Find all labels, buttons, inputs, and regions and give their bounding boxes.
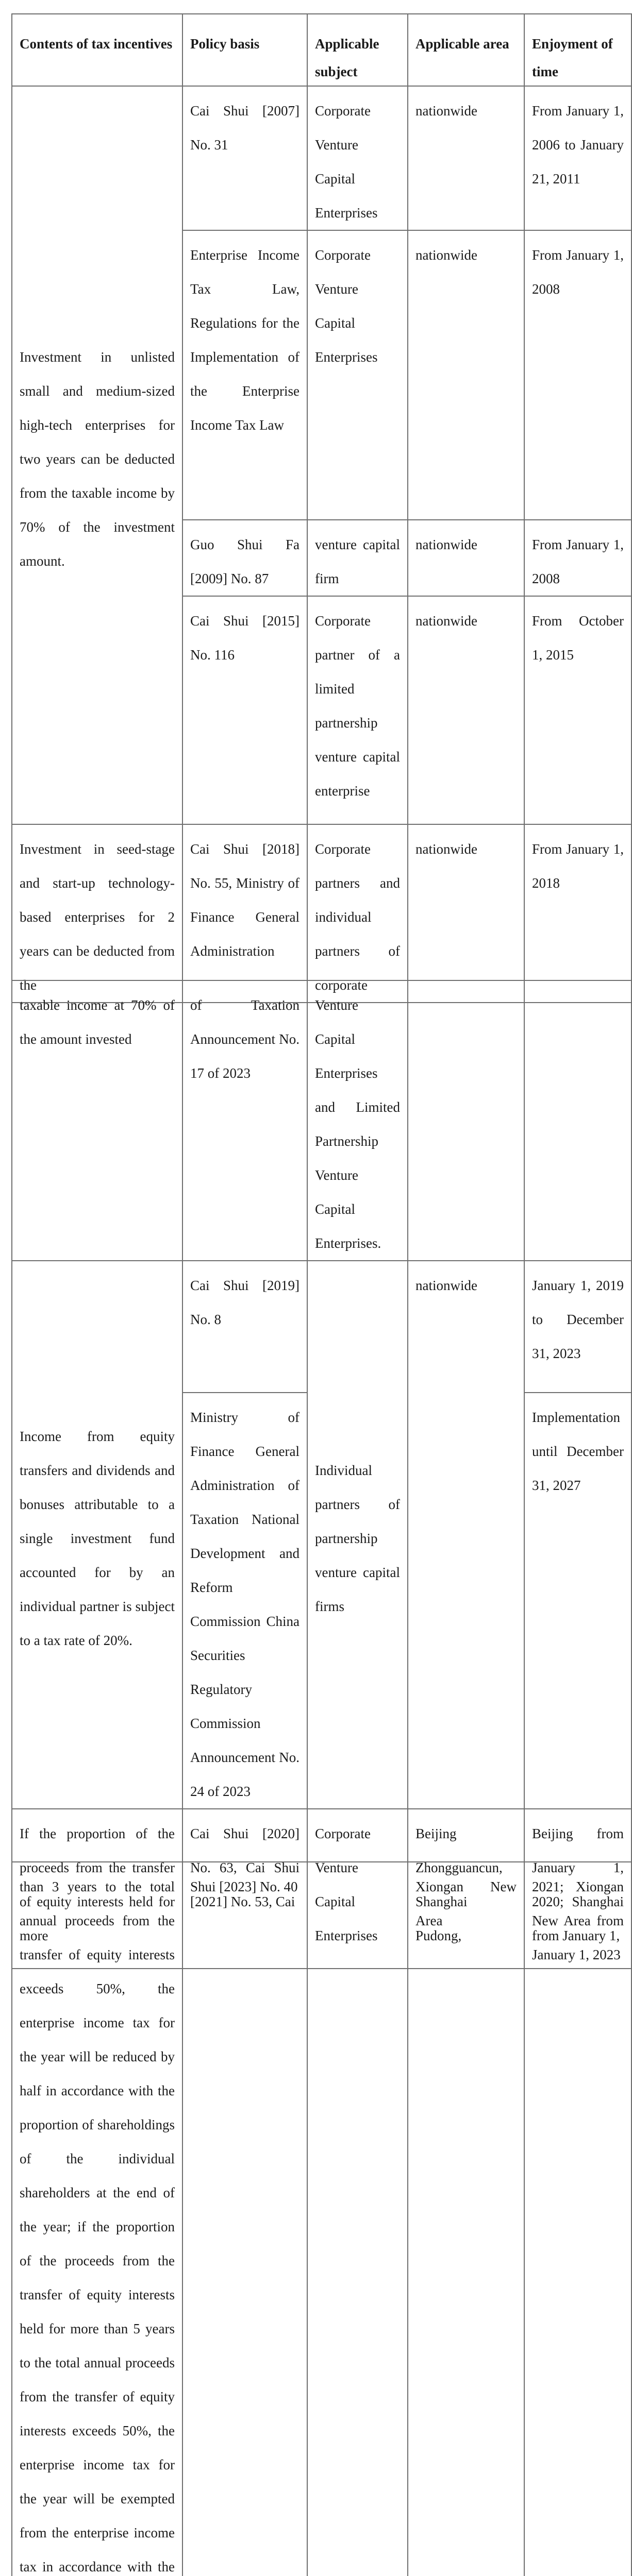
header-row <box>12 14 631 86</box>
header-applicable-area: Applicable area <box>408 14 524 86</box>
cell-policy-basis: Shui [2023] No. 40 <box>182 1862 307 2576</box>
cell-area: nationwide <box>408 230 524 520</box>
cell-area: nationwide <box>408 520 524 596</box>
cell-policy-basis: Guo Shui Fa [2009] No. 87 <box>182 520 307 596</box>
cell-area: Beijing Zhongguancun, Shanghai Pudong, <box>408 1809 524 1969</box>
cell-time: Implementation until December 31, 2027 <box>524 1393 631 1809</box>
tax-incentives-table-part-2 <box>11 980 632 1969</box>
cell-policy-basis: Cai Shui [2007] No. 31 <box>182 86 307 230</box>
cell-subject: Corporate Venture Capital Enterprises <box>307 86 408 230</box>
cell-time: From January 1, 2008 <box>524 520 631 596</box>
cell-time <box>524 980 631 1261</box>
table-row <box>12 86 631 230</box>
header-applicable-subject: Applicable subject <box>307 14 408 86</box>
cell-contents: Investment in seed-stage and start-up technology-based enterprises for 2 years can be deducted from the <box>12 824 182 1003</box>
cell-policy-basis: Enterprise Income Tax Law, Regulations for the Implementation of the Enterprise Income Tax Law <box>182 230 307 520</box>
header-contents: Contents of tax incentives <box>12 14 182 86</box>
cell-subject: Corporate partner of a limited partnership venture capital enterprise <box>307 596 408 824</box>
cell-area: nationwide <box>408 824 524 1003</box>
cell-subject: Corporate partners and individual partners of corporate <box>307 824 408 1003</box>
cell-contents: If the proportion of the proceeds from the transfer of equity interests held for more <box>12 1809 182 1969</box>
cell-area: nationwide <box>408 1261 524 1809</box>
table-row <box>12 1862 631 2576</box>
cell-area: nationwide <box>408 86 524 230</box>
cell-time: From January 1, 2006 to January 21, 2011 <box>524 86 631 230</box>
cell-contents: Income from equity transfers and dividends and bonuses attributable to a single investment fund accounted for by an individual partner is subject to a tax rate of 20%. <box>12 1261 182 1809</box>
cell-policy-basis: Cai Shui [2018] No. 55, Ministry of Finance General Administration <box>182 824 307 1003</box>
cell-time: From January 1, 2008 <box>524 230 631 520</box>
tax-incentives-table-part-3 <box>11 1861 632 2576</box>
cell-time: From October 1, 2015 <box>524 596 631 824</box>
tax-incentives-table-part-1 <box>11 13 632 1003</box>
cell-contents: Investment in unlisted small and medium-sized high-tech enterprises for two years can be deducted from the taxable income by 70% of the investment amount. <box>12 86 182 824</box>
header-enjoyment-time: Enjoyment of time <box>524 14 631 86</box>
cell-policy-basis: Cai Shui [2020] No. 63, Cai Shui [2021] No. 53, Cai <box>182 1809 307 1969</box>
cell-area: Xiongan New Area <box>408 1862 524 2576</box>
cell-policy-basis: of Taxation Announcement No. 17 of 2023 <box>182 980 307 1261</box>
cell-subject: Venture Capital Enterprises and Limited Partnership Venture Capital Enterprises. <box>307 980 408 1261</box>
cell-time: From January 1, 2018 <box>524 824 631 1003</box>
cell-contents: than 3 years to the total annual proceeds from the transfer of equity interests exceeds 50%, the enterprise income tax for the year will be reduced by half in accordance with the proportion of shareholdings of the individual shareholders at the end of the year; if the proportion of the proceeds from the transfer of equity interests held for more than 5 years to the total annual proceeds from the transfer of equity interests exceeds 50%, the enterprise income tax for the year will be exempted from the enterprise income tax in accordance with the <box>12 1862 182 2576</box>
table-row <box>12 980 631 1261</box>
cell-policy-basis: Cai Shui [2015] No. 116 <box>182 596 307 824</box>
cell-policy-basis: Ministry of Finance General Administration of Taxation National Development and Reform Commission China Securities Regulatory Commission Announcement No. 24 of 2023 <box>182 1393 307 1809</box>
cell-contents: taxable income at 70% of the amount invested <box>12 980 182 1261</box>
cell-area: nationwide <box>408 596 524 824</box>
cell-subject: Corporate Venture Capital Enterprises <box>307 1809 408 1969</box>
cell-time: Beijing from January 1, 2020; Shanghai from January 1, <box>524 1809 631 1969</box>
cell-time: 2021; Xiongan New Area from January 1, 2023 <box>524 1862 631 2576</box>
table-row <box>12 1261 631 1393</box>
cell-subject: Individual partners of partnership venture capital firms <box>307 1261 408 1809</box>
cell-subject <box>307 1862 408 2576</box>
cell-subject: Corporate Venture Capital Enterprises <box>307 230 408 520</box>
cell-policy-basis: Cai Shui [2019] No. 8 <box>182 1261 307 1393</box>
header-policy-basis: Policy basis <box>182 14 307 86</box>
cell-area <box>408 980 524 1261</box>
table-row <box>12 824 631 1003</box>
cell-time: January 1, 2019 to December 31, 2023 <box>524 1261 631 1393</box>
cell-subject: venture capital firm <box>307 520 408 596</box>
